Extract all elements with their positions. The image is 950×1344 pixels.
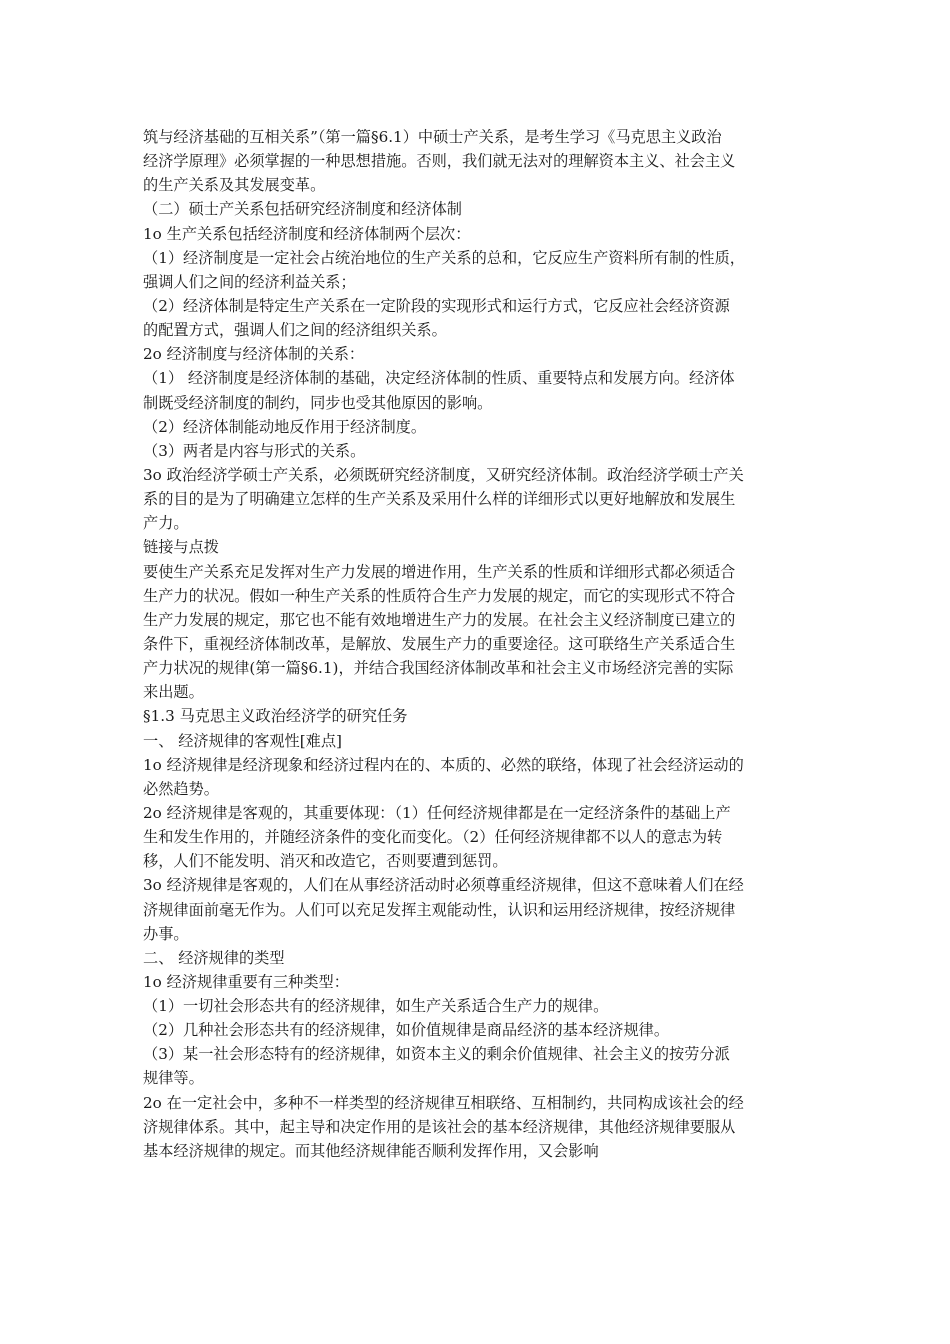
text-line: 产力。 bbox=[143, 514, 189, 533]
text-line: 的配置方式，强调人们之间的经济组织关系。 bbox=[143, 321, 447, 340]
text-line: 的生产关系及其发展变革。 bbox=[143, 176, 326, 195]
text-line: 2o 经济制度与经济体制的关系： bbox=[143, 345, 365, 364]
section-heading: （二）硕士产关系包括研究经济制度和经济体制 bbox=[143, 200, 462, 219]
text-line: 3o 经济规律是客观的，人们在从事经济活动时必须尊重经济规律，但这不意味着人们在经 bbox=[143, 876, 744, 895]
text-line: 必然趋势。 bbox=[143, 779, 219, 798]
text-line: 筑与经济基础的互相关系”（第一篇§6.1）中硕士产关系，是考生学习《马克思主义政治 bbox=[143, 128, 722, 146]
text-line: 1o 经济规律重要有三种类型： bbox=[143, 972, 349, 991]
text-line: （2）经济体制能动地反作用于经济制度。 bbox=[143, 417, 427, 436]
text-line: 基本经济规律的规定。而其他经济规律能否顺利发挥作用，又会影响 bbox=[143, 1141, 599, 1160]
text-line: 要使生产关系充足发挥对生产力发展的增进作用，生产关系的性质和详细形式都必须适合 bbox=[143, 562, 736, 581]
text-line: 经济学原理》必须掌握的一种思想措施。否则，我们就无法对的理解资本主义、社会主义 bbox=[143, 152, 736, 171]
text-line: 办事。 bbox=[143, 924, 189, 943]
text-line: （1）一切社会形态共有的经济规律，如生产关系适合生产力的规律。 bbox=[143, 997, 609, 1016]
text-line: 来出题。 bbox=[143, 683, 204, 702]
text-line: 2o 在一定社会中，多种不一样类型的经济规律互相联络、互相制约，共同构成该社会的经 bbox=[143, 1093, 744, 1112]
text-line: 移，人们不能发明、消灭和改造它，否则要遭到惩罚。 bbox=[143, 852, 508, 871]
text-line: 1o 生产关系包括经济制度和经济体制两个层次： bbox=[143, 224, 471, 243]
text-line: 1o 经济规律是经济现象和经济过程内在的、本质的、必然的联络，体现了社会经济运动的 bbox=[143, 755, 744, 774]
text-line: 生和发生作用的，并随经济条件的变化而变化。（2）任何经济规律都不以人的意志为转 bbox=[143, 828, 723, 847]
section-heading: 一、 经济规律的客观性[难点] bbox=[143, 731, 342, 750]
text-line: 制既受经济制度的制约，同步也受其他原因的影响。 bbox=[143, 393, 493, 412]
text-line: （1） 经济制度是经济体制的基础，决定经济体制的性质、重要特点和发展方向。经济体 bbox=[143, 369, 735, 388]
text-line: 3o 政治经济学硕士产关系，必须既研究经济制度，又研究经济体制。政治经济学硕士产关 bbox=[143, 465, 744, 484]
text-line: 济规律面前毫无作为。人们可以充足发挥主观能动性，认识和运用经济规律，按经济规律 bbox=[143, 900, 736, 919]
text-line: （3）某一社会形态特有的经济规律，如资本主义的剩余价值规律、社会主义的按劳分派 bbox=[143, 1045, 730, 1064]
text-line: 济规律体系。其中，起主导和决定作用的是该社会的基本经济规律，其他经济规律要服从 bbox=[143, 1117, 736, 1136]
text-line: 强调人们之间的经济利益关系； bbox=[143, 272, 356, 291]
text-line: 规律等。 bbox=[143, 1069, 204, 1088]
text-line: （2）经济体制是特定生产关系在一定阶段的实现形式和运行方式，它反应社会经济资源 bbox=[143, 296, 730, 315]
section-heading: §1.3 马克思主义政治经济学的研究任务 bbox=[143, 707, 408, 726]
text-line: 生产力的状况。假如一种生产关系的性质符合生产力发展的规定，而它的实现形式不符合 bbox=[143, 586, 736, 605]
text-line: 生产力发展的规定，那它也不能有效地增进生产力的发展。在社会主义经济制度已建立的 bbox=[143, 610, 736, 629]
section-heading: 链接与点拨 bbox=[143, 538, 219, 557]
text-line: 系的目的是为了明确建立怎样的生产关系及采用什么样的详细形式以更好地解放和发展生 bbox=[143, 490, 736, 509]
document-page bbox=[143, 125, 813, 1163]
text-line: （3）两者是内容与形式的关系。 bbox=[143, 441, 366, 460]
text-line: 产力状况的规律(第一篇§6.1)，并结合我国经济体制改革和社会主义市场经济完善的实际 bbox=[143, 659, 734, 678]
text-line: （1）经济制度是一定社会占统治地位的生产关系的总和，它反应生产资料所有制的性质， bbox=[143, 248, 745, 267]
text-line: 条件下，重视经济体制改革，是解放、发展生产力的重要途径。这可联络生产关系适合生 bbox=[143, 634, 736, 653]
text-line: 2o 经济规律是客观的，其重要体现：（1）任何经济规律都是在一定经济条件的基础上产 bbox=[143, 803, 731, 822]
section-heading: 二、 经济规律的类型 bbox=[143, 948, 285, 967]
text-line: （2）几种社会形态共有的经济规律，如价值规律是商品经济的基本经济规律。 bbox=[143, 1021, 670, 1040]
